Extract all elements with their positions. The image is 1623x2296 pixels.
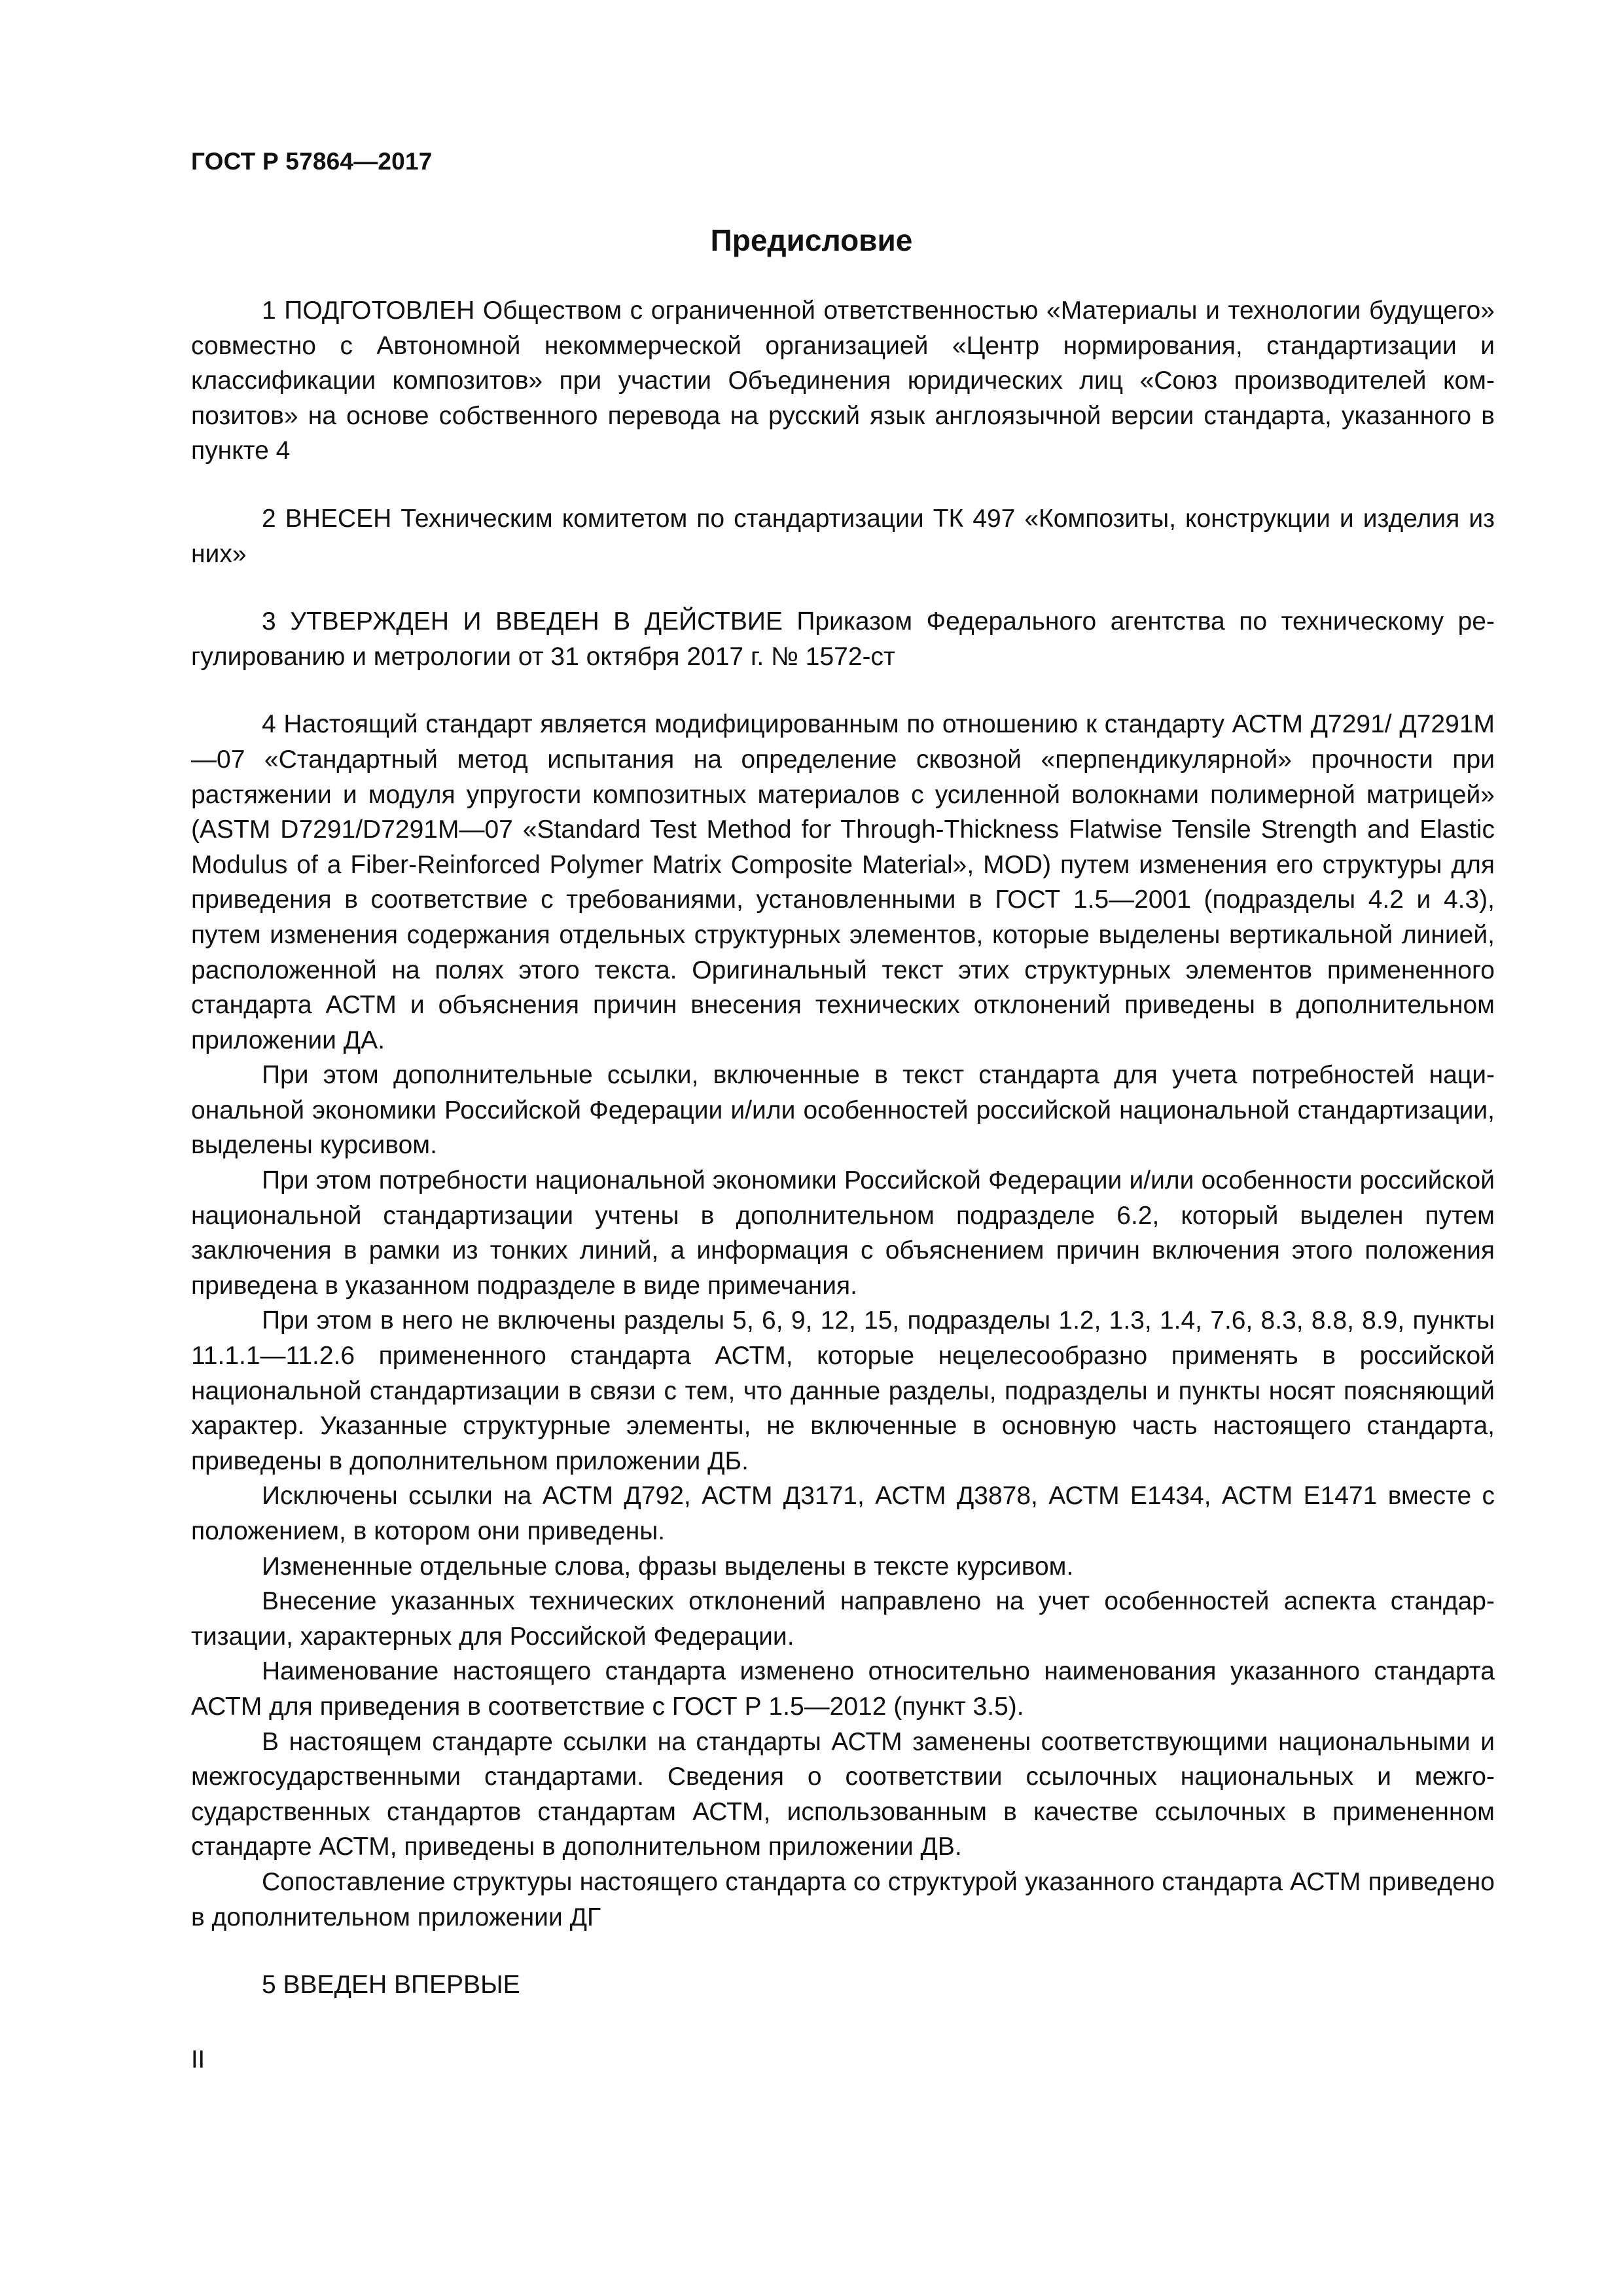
document-id: ГОСТ Р 57864—2017 [191,148,433,175]
paragraph-4-modified: 4 Настоящий стандарт является модифицированным по отношению к стандарту АСТМ Д7291/ Д7291М—07 «Стандартный метод испытания на определение сквозной «перпендикулярной» прочности при растяжении и модуля упругости композитных материалов с усиленной волокнами полимерной матрицей» (ASTM D7291/D7291M—07 «Standard Test Method for Through-Thickness Flatwise Tensile Strength and Elastic Modulus of a Fiber-Reinforced Polymer Matrix Composite Material», MOD) путем изменения его структуры для приведения в соответствие с требованиями, установленными в ГОСТ 1.5—2001 (подразделы 4.2 и 4.3), путем изменения содержания отдельных структурных элементов, которые выделены вертикальной линией, расположенной на полях этого текста. Оригинальный текст этих структурных элементов примененного стандарта АСТМ и объяснения причин внесения технических отклонений приведены в дополнительном приложении ДА. [191,710,1495,1054]
paragraph-2-submitted: 2 ВНЕСЕН Техническим комитетом по стандартизации ТК 497 «Композиты, конструкции и изделия из них» [191,504,1495,568]
paragraph-5-introduced: 5 ВВЕДЕН ВПЕРВЫЕ [262,1971,520,2000]
paragraph-name-changed: Наименование настоящего стандарта изменено относительно наименования указанного стандарта АСТМ для приведения в соответствие с ГОСТ Р 1.5—2012 (пункт 3.5). [191,1657,1495,1721]
paragraph-national-needs: При этом потребности национальной экономики Российской Федерации и/или особенности российской национальной стандартизации учтены в дополнительном подразделе 6.2, который выделен путем заключения в рамки из тонких линий, а информация с объяснением причин включения этого положения приведена в указанном подразделе в виде примечания. [191,1166,1495,1300]
paragraph-structure-comparison: Сопоставление структуры настоящего стандарта со структурой указанного стандарта АСТМ приведено в дополнительном приложении ДГ [191,1867,1495,1931]
paragraph-excluded-references: Исключены ссылки на АСТМ Д792, АСТМ Д3171, АСТМ Д3878, АСТМ Е1434, АСТМ Е1471 вместе с положением, в котором они приведены. [191,1482,1495,1545]
paragraph-changed-words: Измененные отдельные слова, фразы выделены в тексте курсивом. [262,1552,1074,1581]
paragraph-3-approved: 3 УТВЕРЖДЕН И ВВЕДЕН В ДЕЙСТВИЕ Приказом Федерального агентства по техническому регулированию и метрологии от 31 октября 2017 г. № 1572-ст [191,607,1495,671]
paragraph-references-replaced: В настоящем стандарте ссылки на стандарты АСТМ заменены соответствующими национальными и межгосударственными стандартами. Сведения о соответствии ссылочных национальных и межгосударственных стандартов стандартам АСТМ, использованным в качестве ссылочных в примененном стандарте АСТМ, приведены в дополнительном приложении ДВ. [191,1727,1495,1861]
foreword-body [191,293,1495,2003]
section-title: Предисловие [710,223,913,257]
paragraph-additional-references: При этом дополнительные ссылки, включенные в текст стандарта для учета потребностей национальной экономики Российской Федерации и/или особенностей российской национальной стандартизации, выделены курсивом. [191,1061,1495,1160]
paragraph-deviations-purpose: Внесение указанных технических отклонений направлено на учет особенностей аспекта стандартизации, характерных для Российской Федерации. [191,1587,1495,1651]
paragraph-1-prepared: 1 ПОДГОТОВЛЕН Обществом с ограниченной ответственностью «Материалы и технологии будущего» совместно с Автономной некоммерческой организацией «Центр нормирования, стандартизации и классификации композитов» при участии Объединения юридических лиц «Союз производителей композитов» на основе собственного перевода на русский язык англоязычной версии стандарта, указанного в пункте 4 [191,296,1495,465]
page-number: II [191,2046,205,2073]
paragraph-excluded-sections: При этом в него не включены разделы 5, 6, 9, 12, 15, подразделы 1.2, 1.3, 1.4, 7.6, 8.3, 8.8, 8.9, пункты 11.1.1—11.2.6 примененного стандарта АСТМ, которые нецелесообразно применять в российской национальной стандартизации в связи с тем, что данные разделы, подразделы и пункты носят поясняющий характер. Указанные структурные элементы, не включенные в основную часть настоящего стандарта, приведены в дополнительном приложении ДБ. [191,1306,1495,1475]
